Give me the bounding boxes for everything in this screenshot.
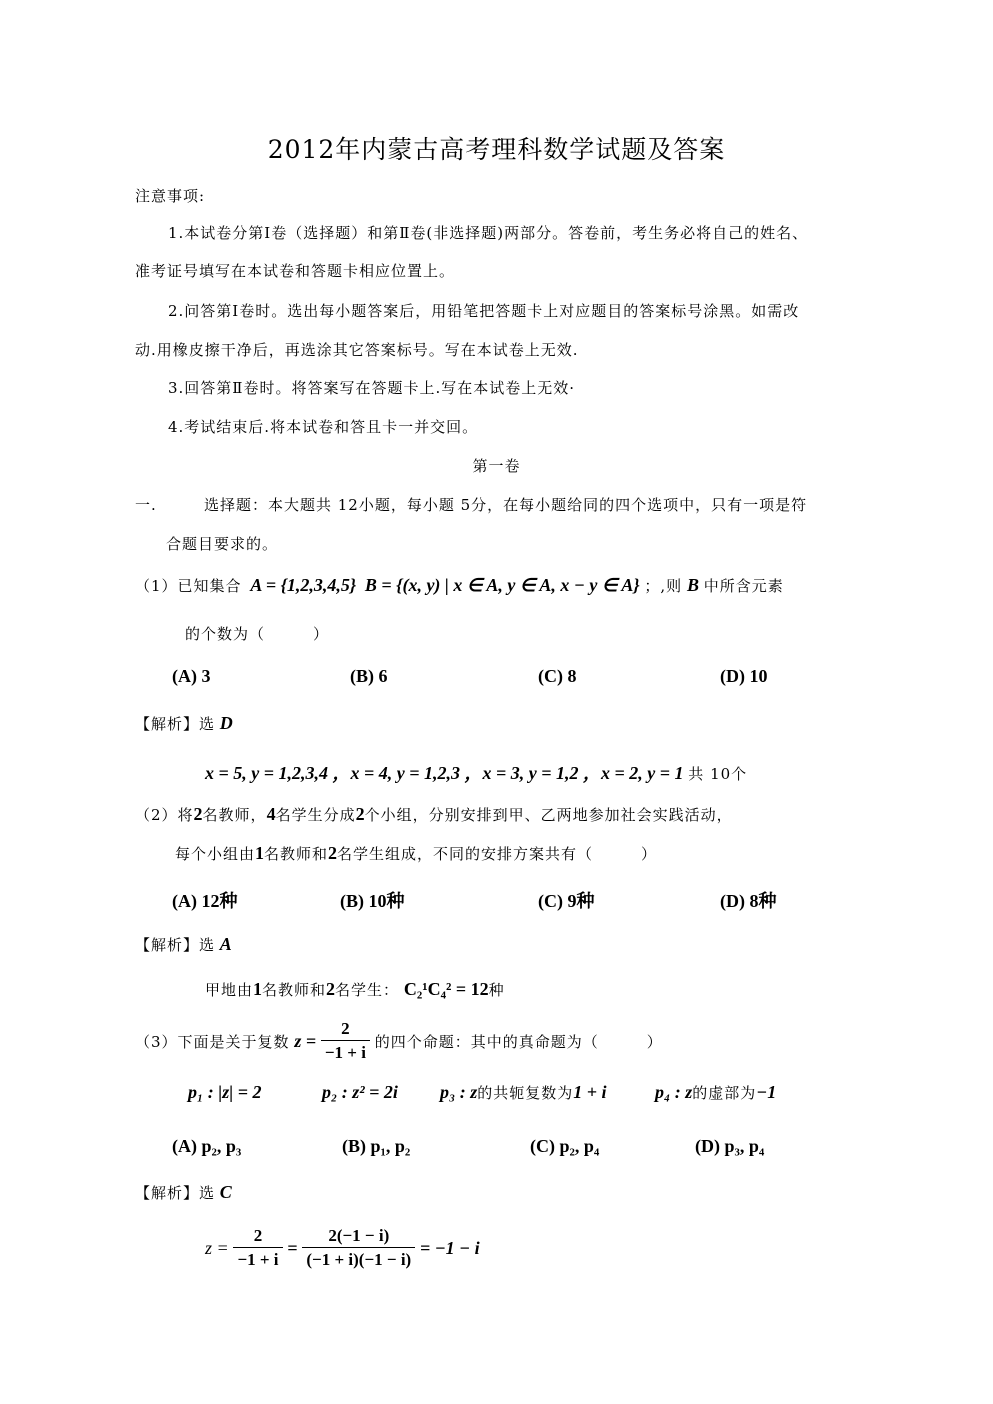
q2-num-3: 2 [355, 804, 365, 824]
q3-solution-fraction-2 [302, 1225, 415, 1272]
q1-option-b: (B) 6 [350, 666, 388, 686]
q3-prop-3-text: 的共轭复数为 [477, 1084, 574, 1102]
section-heading: 选择题：本大题共 12小题，每小题 5分，在每小题给同的四个选项中，只有一项是符 [204, 496, 808, 514]
q2-text-1: （2）将 [135, 806, 194, 824]
q1-work-tail: 共 10个 [688, 765, 748, 783]
q2-line2 [175, 843, 657, 864]
notice-item-4: 4.考试结束后.将本试卷和答且卡一并交回。 [168, 418, 479, 436]
q2-num-2: 4 [266, 804, 276, 824]
q2-work [205, 979, 505, 1000]
q3-prop-3-lead: p₃ : z [440, 1082, 478, 1102]
q3-solution-result: = −1 − i [420, 1238, 480, 1258]
q1-option-d: (D) 10 [720, 666, 768, 686]
notice-item-2: 2.问答第Ⅰ卷时。选出每小题答案后，用铅笔把答题卡上对应题目的答案标号涂黑。如需改 [168, 302, 800, 320]
q3-solution-equals: = [287, 1238, 298, 1258]
q2-text-3: 名学生分成 [275, 806, 356, 824]
q3-solution-fraction-2-num: 2(−1 − i) [302, 1225, 415, 1248]
q2-l2-text-3: 名学生组成，不同的安排方案共有（ ） [337, 845, 658, 863]
question-1 [135, 575, 784, 596]
notice-heading: 注意事项: [135, 187, 206, 205]
q2-l2-num-2: 2 [328, 843, 338, 863]
q2-answer-choice: A [219, 934, 232, 954]
q2-text-2: 名教师， [202, 806, 267, 824]
q1-answer-choice: D [219, 713, 233, 733]
q3-z-eq: z = [294, 1031, 317, 1051]
q2-work-num-2: 2 [326, 979, 336, 999]
q1-tail-post: 中所含元素 [703, 577, 784, 595]
q3-text-pre: （3）下面是关于复数 [135, 1033, 290, 1051]
q3-solution-fraction-1-num: 2 [233, 1225, 282, 1248]
q2-work-tail: 种 [488, 981, 505, 999]
q3-solution-fraction-1-den: −1 + i [237, 1250, 279, 1269]
q3-solution-z: z = [205, 1238, 229, 1258]
section-heading-number: 一. [135, 496, 157, 514]
q2-l2-text-2: 名教师和 [264, 845, 329, 863]
q1-answer [135, 713, 233, 734]
q3-text-post: 的四个命题：其中的真命题为（ ） [374, 1033, 663, 1051]
q3-fraction [321, 1018, 370, 1065]
q3-fraction-denominator: −1 + i [324, 1043, 366, 1062]
q3-option-d: (D) p₃, p₄ [695, 1136, 765, 1156]
question-2 [135, 804, 733, 825]
q1-number: （1）已知集合 [135, 577, 242, 595]
q3-prop-4-text: 的虚部为 [692, 1084, 757, 1102]
notice-item-1: 1.本试卷分第Ⅰ卷（选择题）和第Ⅱ卷(非选择题)两部分。答卷前，考生务必将自己的姓名、 [168, 224, 809, 242]
q3-prop-2: p₂ : z² = 2i [322, 1082, 398, 1102]
q2-option-b: (B) 10种 [340, 891, 405, 911]
q2-work-text-1: 甲地由 [205, 981, 254, 999]
q2-answer-label: 【解析】选 [135, 936, 216, 954]
q2-option-c: (C) 9种 [538, 891, 595, 911]
q2-l2-text-1: 每个小组由 [175, 845, 256, 863]
q3-answer [135, 1182, 232, 1203]
q1-option-c: (C) 8 [538, 666, 577, 686]
q3-prop-3 [440, 1082, 607, 1103]
notice-item-3: 3.回答第Ⅱ卷时。将答案写在答题卡上.写在本试卷上无效· [168, 379, 576, 397]
q2-l2-num-1: 1 [255, 843, 265, 863]
q3-prop-3-value: 1 + i [573, 1082, 607, 1102]
q3-option-c: (C) p₂, p₄ [530, 1136, 600, 1156]
question-3 [135, 1018, 663, 1065]
q3-prop-4 [655, 1082, 776, 1103]
q3-answer-choice: C [219, 1182, 232, 1202]
q1-set-b: B = {(x, y) | x ∈ A, y ∈ A, x − y ∈ A} [364, 575, 640, 595]
q3-prop-4-lead: p₄ : z [655, 1082, 693, 1102]
q1-work [205, 759, 747, 785]
q3-solution-fraction-2-den: (−1 + i)(−1 − i) [306, 1250, 412, 1269]
notice-item-1-cont: 准考证号填写在本试卷和答题卡相应位置上。 [135, 262, 456, 280]
notice-item-2-cont: 动.用橡皮擦干净后，再选涂其它答案标号。写在本试卷上无效. [135, 341, 579, 359]
q1-answer-label: 【解析】选 [135, 715, 216, 733]
page-title: 2012年内蒙古高考理科数学试题及答案 [267, 135, 726, 164]
q1-work-expr: x = 5, y = 1,2,3,4 ，x = 4, y = 1,2,3 ，x = 3, y = 1,2 ，x = 2, y = 1 [205, 763, 684, 783]
q3-option-b: (B) p₁, p₂ [342, 1136, 411, 1156]
q2-text-4: 个小组，分别安排到甲、乙两地参加社会实践活动， [364, 806, 733, 824]
q2-work-expr: C₂¹C₄² = 12 [403, 979, 489, 999]
q1-tail-var: B [686, 575, 699, 595]
q3-answer-label: 【解析】选 [135, 1184, 216, 1202]
q3-solution [205, 1225, 480, 1272]
q3-fraction-numerator: 2 [321, 1018, 370, 1041]
q2-work-num-1: 1 [253, 979, 263, 999]
q3-solution-fraction-1 [233, 1225, 282, 1272]
q3-prop-1: p₁ : |z| = 2 [188, 1082, 262, 1102]
section-title: 第一卷 [472, 457, 521, 475]
q2-work-text-3: 名学生： [335, 981, 400, 999]
q2-num-1: 2 [193, 804, 203, 824]
q3-option-a: (A) p₂, p₃ [172, 1136, 242, 1156]
q2-answer [135, 934, 232, 955]
q1-tail: ；,则 [644, 577, 683, 595]
q1-set-a: A = {1,2,3,4,5} [250, 575, 357, 595]
q1-line2: 的个数为（ ） [185, 625, 330, 643]
q3-prop-4-value: −1 [756, 1082, 777, 1102]
section-heading-cont: 合题目要求的。 [166, 535, 279, 553]
q2-work-text-2: 名教师和 [262, 981, 327, 999]
q2-option-d: (D) 8种 [720, 891, 777, 911]
q1-option-a: (A) 3 [172, 666, 211, 686]
q2-option-a: (A) 12种 [172, 891, 238, 911]
